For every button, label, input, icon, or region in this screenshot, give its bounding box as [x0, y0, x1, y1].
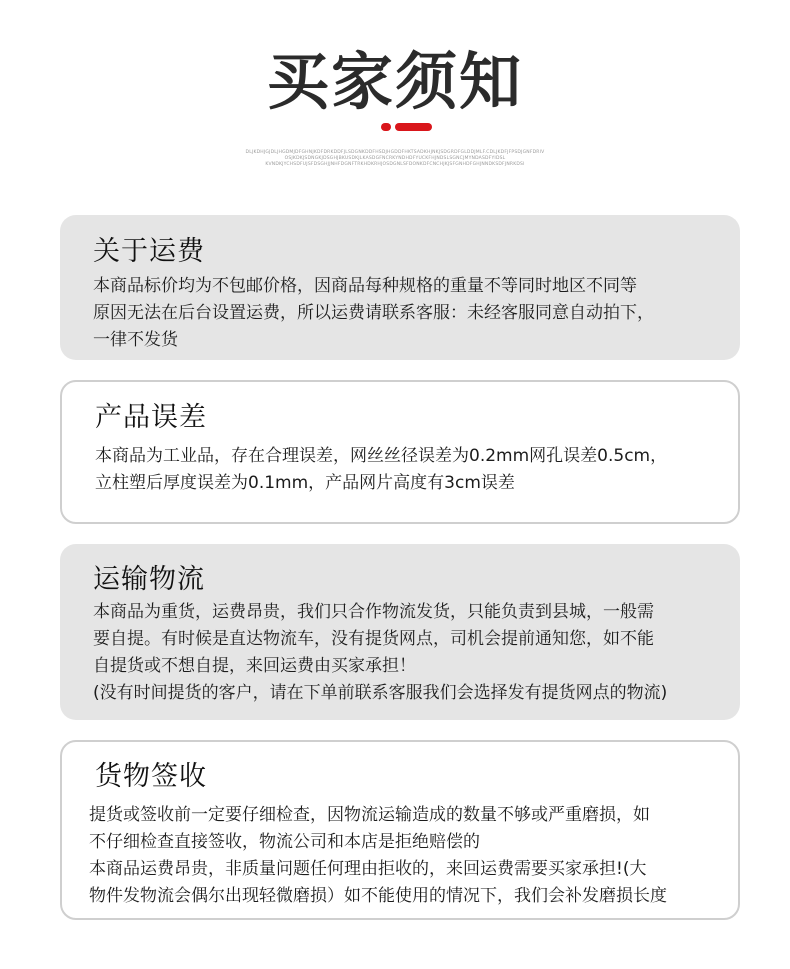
- body-line: (没有时间提货的客户，请在下单前联系客服我们会选择发有提货网点的物流): [93, 683, 668, 703]
- section-shipping-fee: [60, 215, 740, 360]
- section-body: [93, 273, 730, 354]
- body-line: 提货或签收前一定要仔细检查，因物流运输造成的数量不够或严重磨损，如: [89, 805, 650, 825]
- body-line: 原因无法在后台设置运费，所以运费请联系客服：未经客服同意自动拍下，: [93, 303, 654, 323]
- decorative-micro-text: [230, 150, 560, 168]
- section-logistics: [60, 544, 740, 720]
- section-product-tolerance: [60, 380, 740, 524]
- body-line: 本商品为重货，运费昂贵，我们只合作物流发货，只能负责到县城，一般需: [93, 602, 654, 622]
- body-line: 要自提。有时候是直达物流车，没有提货网点，司机会提前通知您，如不能: [93, 629, 654, 649]
- body-line: 一律不发货: [93, 330, 178, 350]
- accent-dot: [381, 123, 391, 131]
- section-body: [89, 802, 728, 910]
- section-title: 产品误差: [95, 402, 207, 433]
- body-line: 本商品为工业品，存在合理误差，网丝丝径误差为0.2mm网孔误差0.5cm，: [95, 446, 668, 466]
- body-line: 本商品标价均为不包邮价格，因商品每种规格的重量不等同时地区不同等: [93, 276, 637, 296]
- accent-bar: [395, 123, 432, 131]
- body-line: 立柱塑后厚度误差为0.1mm，产品网片高度有3cm误差: [95, 473, 515, 493]
- section-body: [95, 443, 728, 497]
- decor-line-1: DLJKDHJGJDLJHGDMJDFGHNJKDFDRKDDFJLSDGNKDDFHSDJHGDDFHKTSADKHJNKJSDGRDFGLDDJMLF.CDLJKDFJFPSDJGNFDRIV: [245, 150, 545, 155]
- section-title: 关于运费: [93, 236, 205, 267]
- body-line: 本商品运费昂贵，非质量问题任何理由拒收的，来回运费需要买家承担!(大: [89, 859, 647, 879]
- body-line: 自提货或不想自提，来回运费由买家承担！: [93, 656, 416, 676]
- section-body: [93, 599, 730, 707]
- page-title: 买家须知: [266, 45, 523, 118]
- section-title: 货物签收: [95, 761, 207, 792]
- decor-line-2: OSJKDKJSDNGKJDSGHJBKUSDKJLKASDGFNCRKYNDHDFYUCKFHJNDSLSGNCJMYNDASDFYIDSL: [284, 156, 506, 161]
- section-title: 运输物流: [93, 564, 205, 595]
- body-line: 物件发物流会偶尔出现轻微磨损）如不能使用的情况下，我们会补发磨损长度: [89, 886, 667, 906]
- decor-line-3: KVNDKJYCHSDFUJSFDSGHJJNHFDGNFTRKHDKRHJOSDGNLSFDONKDFCNCHJKJSFGNHDFGHJNNDKSDFJNRKDSI: [265, 162, 525, 167]
- body-line: 不仔细检查直接签收，物流公司和本店是拒绝赔偿的: [89, 832, 480, 852]
- section-goods-receipt: [60, 740, 740, 920]
